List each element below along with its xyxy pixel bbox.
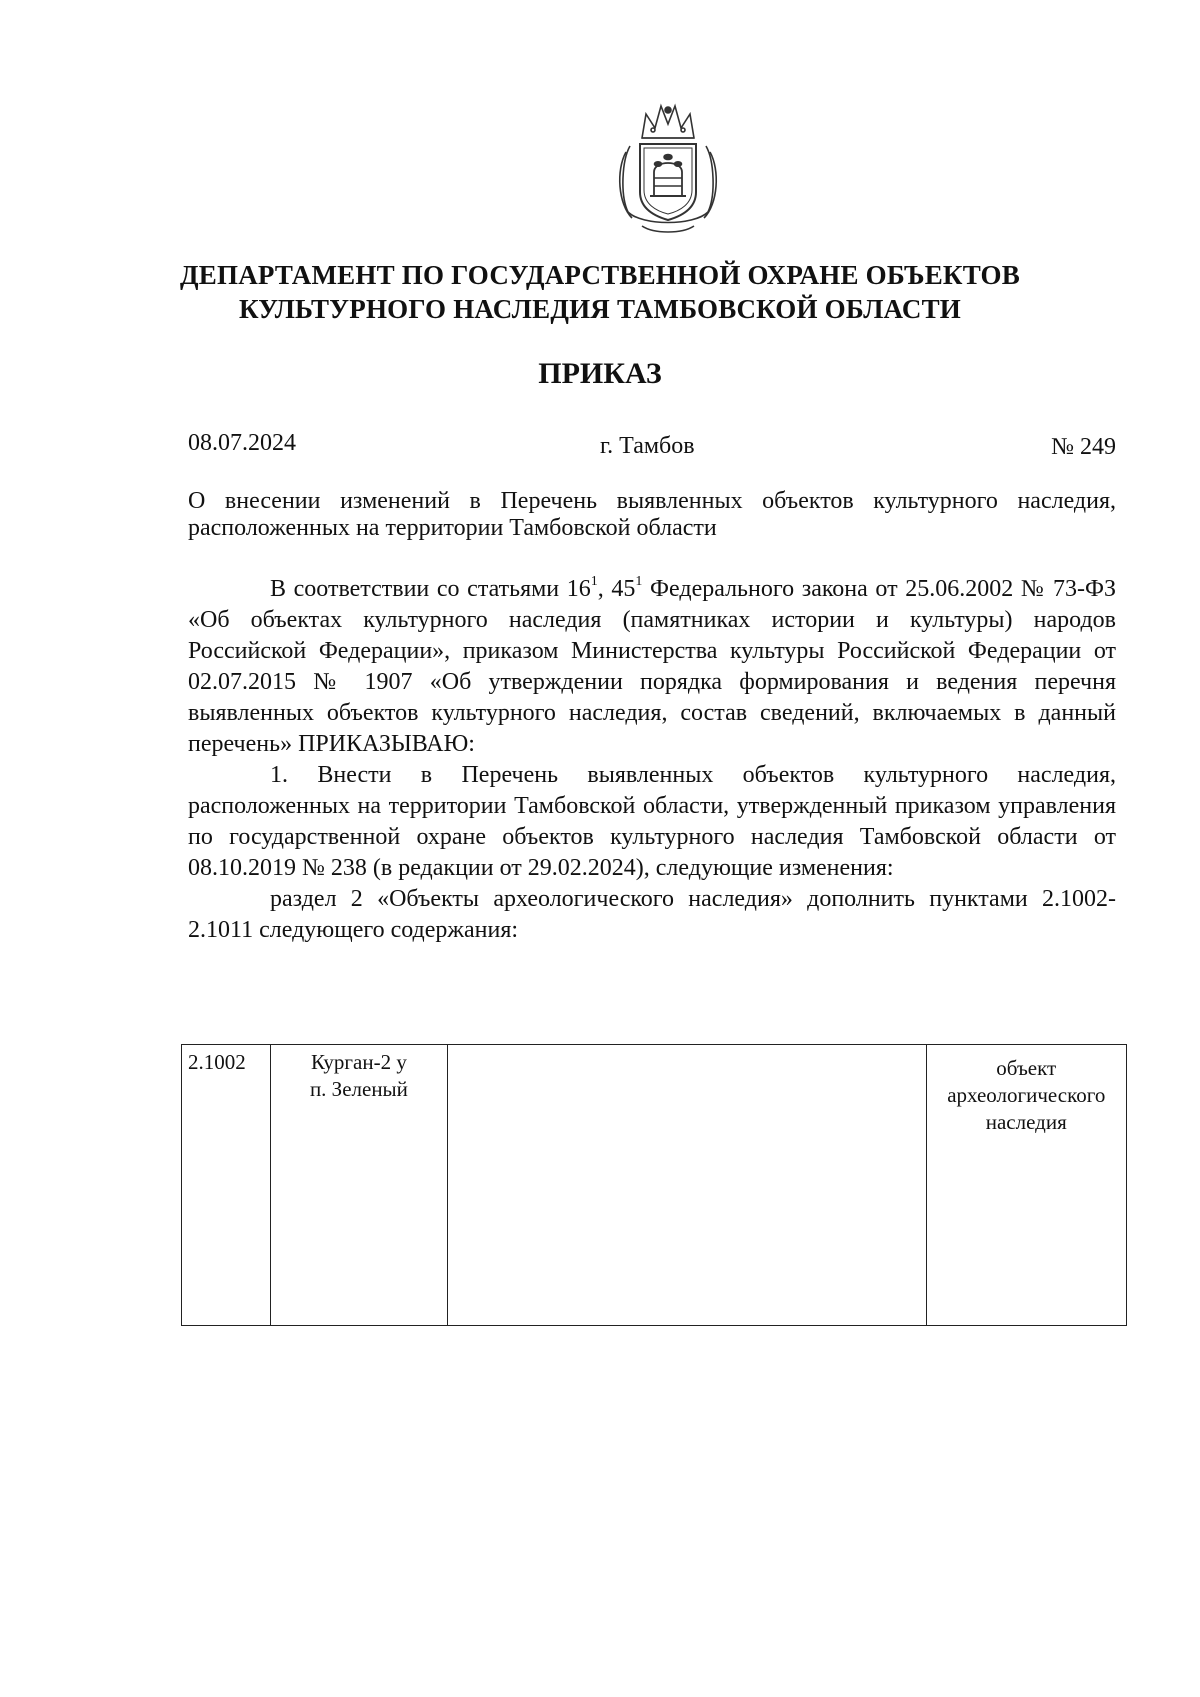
category-line-2: археологического xyxy=(947,1083,1106,1107)
category-line-3: наследия xyxy=(985,1110,1067,1134)
order-date: 08.07.2024 xyxy=(188,430,296,456)
department-line-1: ДЕПАРТАМЕНТ ПО ГОСУДАРСТВЕННОЙ ОХРАНЕ ОБЪЕКТОВ xyxy=(180,260,1020,290)
object-name-line-1: Курган-2 у xyxy=(311,1050,407,1074)
objects-table xyxy=(181,1044,1127,1326)
order-number: № 249 xyxy=(1051,434,1116,460)
table-row xyxy=(182,1045,1127,1326)
section-2-paragraph: раздел 2 «Объекты археологического наследия» дополнить пунктами 2.1002-2.1011 следующего содержания: xyxy=(188,886,1116,943)
preamble-text-a: В соответствии со статьями 16 xyxy=(270,576,591,602)
superscript-1: 1 xyxy=(590,574,598,589)
category-line-1: объект xyxy=(996,1056,1057,1080)
preamble-text-c: Федерального закона от 25.06.2002 № 73-ФЗ «Об объектах культурного наследия (памятниках истории и культуры) народов Российской Федерации», приказом Министерства культуры Российской Федерации от 02.07.2015 № 1907 «Об утверждении порядка формирования и ведения перечня выявленных объектов культурного наследия, состав сведений, включаемых в данный перечень» ПРИКАЗЫВАЮ: xyxy=(188,576,1117,757)
order-subject: О внесении изменений в Перечень выявленных объектов культурного наследия, расположенных на территории Тамбовской области xyxy=(188,488,1116,541)
order-body xyxy=(188,574,1116,946)
item-1-paragraph: 1. Внести в Перечень выявленных объектов культурного наследия, расположенных на территории Тамбовской области, утвержденный приказом управления по государственной охране объектов культурного наследия Тамбовской области от 08.10.2019 № 238 (в редакции от 29.02.2024), следующие изменения: xyxy=(188,762,1116,881)
row-number: 2.1002 xyxy=(182,1045,271,1326)
object-name xyxy=(270,1045,447,1326)
object-category xyxy=(926,1045,1126,1326)
superscript-2: 1 xyxy=(635,574,643,589)
order-city: г. Тамбов xyxy=(600,433,695,459)
preamble-paragraph xyxy=(188,574,1116,760)
tambov-coat-of-arms-icon xyxy=(608,100,728,238)
object-details xyxy=(447,1045,926,1326)
department-line-2: КУЛЬТУРНОГО НАСЛЕДИЯ ТАМБОВСКОЙ ОБЛАСТИ xyxy=(239,294,961,324)
department-name xyxy=(0,258,1200,326)
document-type: ПРИКАЗ xyxy=(538,357,662,390)
preamble-text-b: , 45 xyxy=(597,576,636,602)
object-name-line-2: п. Зеленый xyxy=(309,1077,408,1101)
